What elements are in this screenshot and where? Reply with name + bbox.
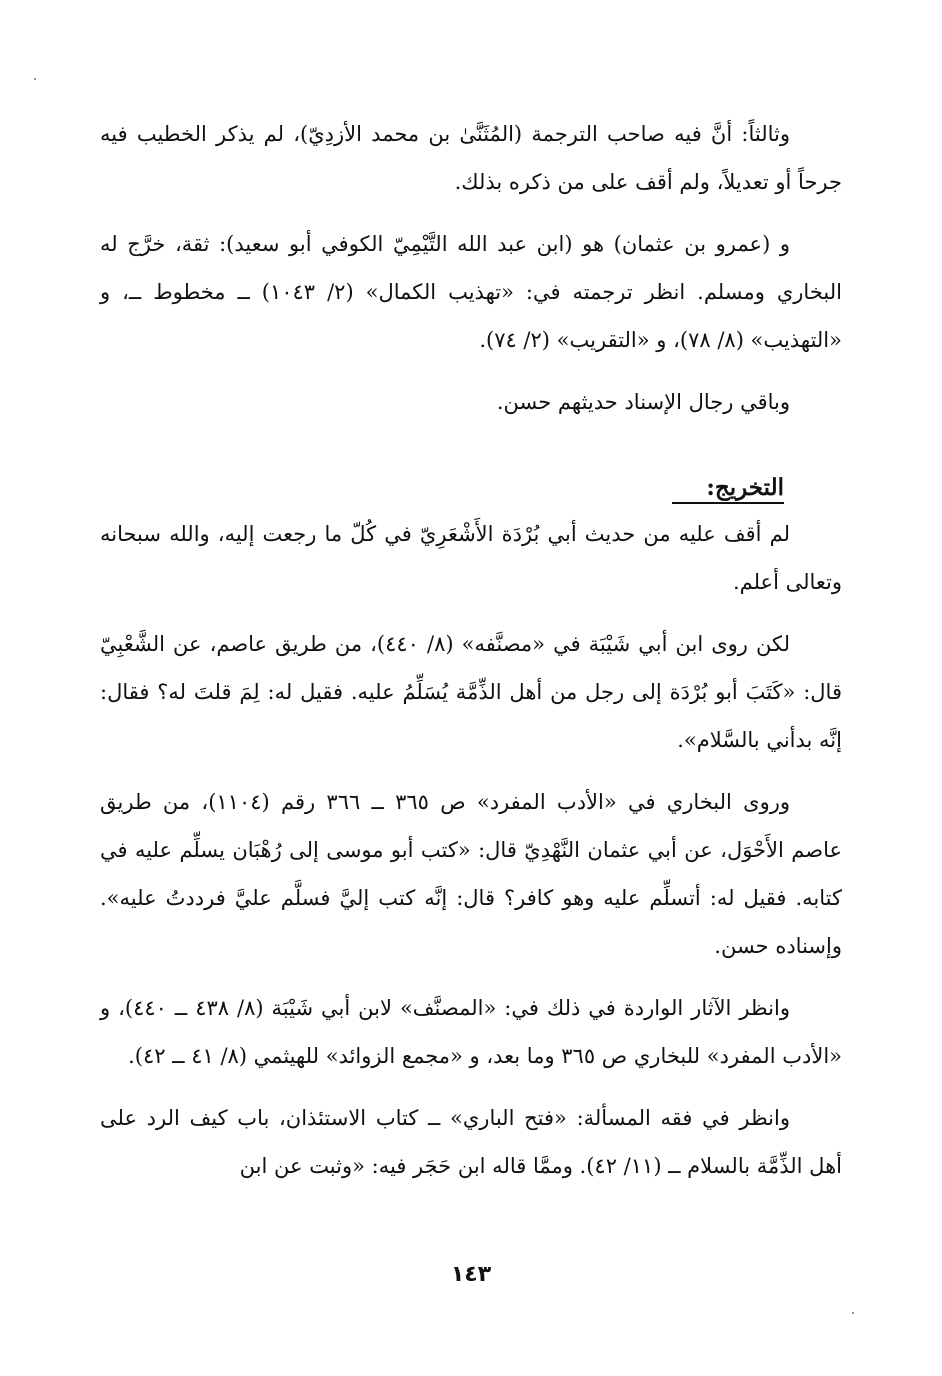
paragraph-takhrij-2: لكن روى ابن أبي شَيْبَة في «مصنَّفه» (٨/ ٤٤٠)، من طريق عاصم، عن الشَّعْبِيّ قال: «كَتَبَ أبو بُرْدَة إلى رجل من أهل الذِّمَّة يُسَلِّمُ عليه. فقيل له: لِمَ قلتَ له؟ فقال: إنَّه بدأني بالسَّلام». <box>100 632 842 752</box>
main-text <box>100 110 842 1190</box>
paragraph-narrator-amr: و (عمرو بن عثمان) هو (ابن عبد الله التَّيْمِيّ الكوفي أبو سعيد): ثقة، خرَّج له البخاري ومسلم. انظر ترجمته في: «تهذيب الكمال» (٢/ ١٠٤٣) ــ مخطوط ــ، و «التهذيب» (٨/ ٧٨)، و «التقريب» (٢/ ٧٤). <box>100 232 842 352</box>
paragraph-takhrij-5: وانظر في فقه المسألة: «فتح الباري» ــ كتاب الاستئذان، باب كيف الرد على أهل الذِّمَّة بالسلام ــ (١١/ ٤٢). وممَّا قاله ابن حَجَر فيه: «وثبت عن ابن <box>100 1106 842 1178</box>
page-number: ١٤٣ <box>450 1262 492 1287</box>
scan-speck <box>34 78 36 80</box>
section-heading <box>706 466 784 510</box>
paragraph-takhrij-4: وانظر الآثار الواردة في ذلك في: «المصنَّف» لابن أبي شَيْبَة (٨/ ٤٣٨ ــ ٤٤٠)، و «الأدب المفرد» للبخاري ص ٣٦٥ وما بعد، و «مجمع الزوائد» للهيثمي (٨/ ٤١ ــ ٤٢). <box>100 996 842 1068</box>
paragraph-isnad-summary: وباقي رجال الإسناد حديثهم حسن. <box>496 390 790 414</box>
paragraph-narrator-note: وثالثاً: أنَّ فيه صاحب الترجمة (المُثَنَّىٰ بن محمد الأزدِيّ)، لم يذكر الخطيب فيه جرحاً أو تعديلاً، ولم أقف على من ذكره بذلك. <box>100 122 842 194</box>
heading-underline <box>672 502 784 504</box>
section-heading-text: التخريج: <box>706 474 784 501</box>
section-heading-wrap <box>100 466 842 510</box>
paragraph-takhrij-3: وروى البخاري في «الأدب المفرد» ص ٣٦٥ ــ ٣٦٦ رقم (١١٠٤)، من طريق عاصم الأَحْوَل، عن أبي عثمان النَّهْدِيّ قال: «كتب أبو موسى إلى رُهْبَان يسلِّم عليه في كتابه. فقيل له: أتسلِّم عليه وهو كافر؟ قال: إنَّه كتب إليَّ فسلَّم عليَّ فرددتُ عليه». وإسناده حسن. <box>100 790 842 958</box>
scan-speck <box>852 1312 854 1314</box>
paragraph-takhrij-1: لم أقف عليه من حديث أبي بُرْدَة الأَشْعَرِيّ في كُلّ ما رجعت إليه، والله سبحانه وتعالى أعلم. <box>100 522 842 594</box>
